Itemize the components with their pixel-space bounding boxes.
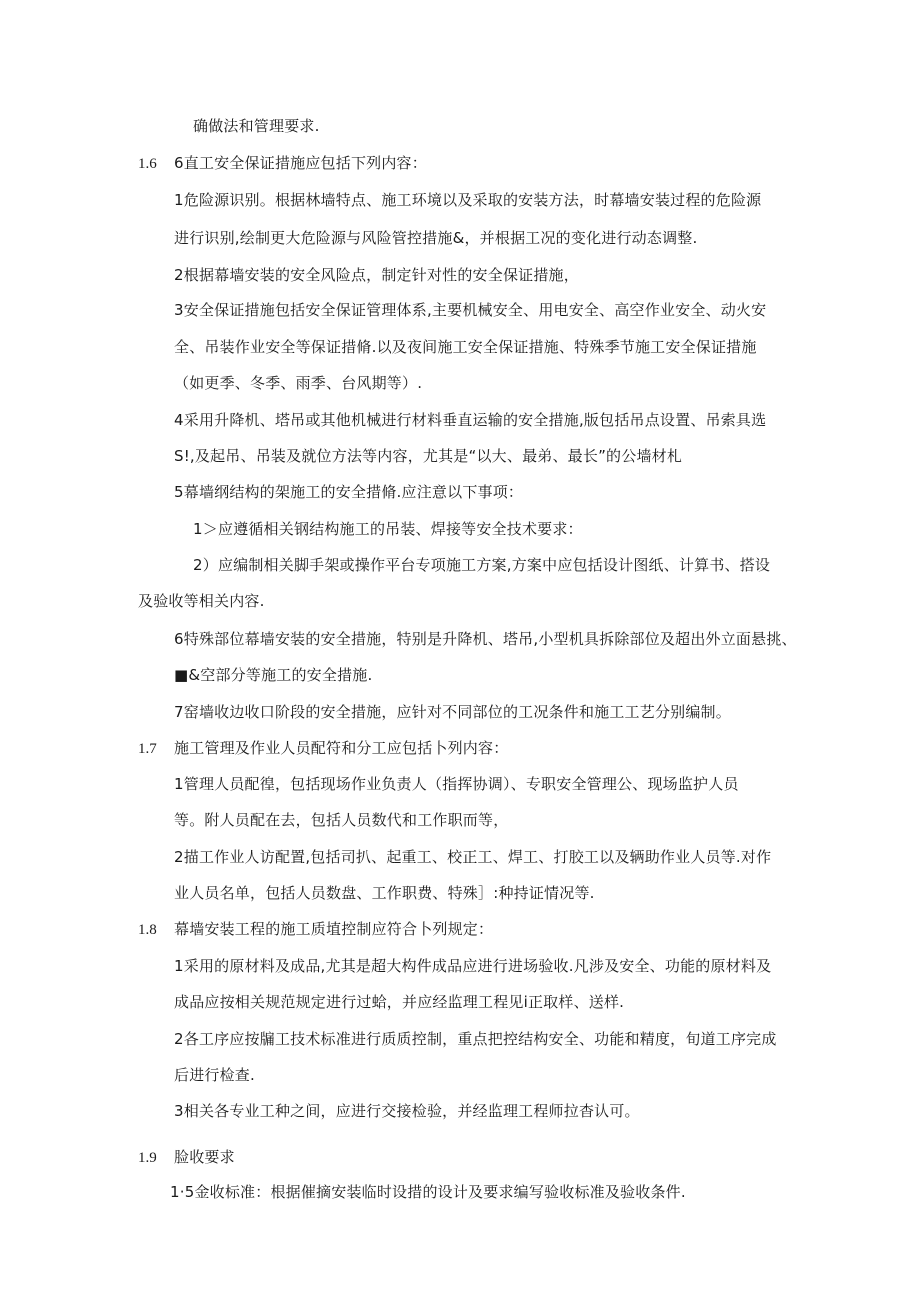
paragraph-line: 业人员名单，包括人员数盘、工作职费、特殊］:种持证情况等. bbox=[174, 884, 595, 902]
paragraph-line: 3相关各专业工种之间，应进行交接检验，并经监理工程师拉杳认可。 bbox=[174, 1102, 640, 1120]
paragraph-line: 成品应按相关规范规定进行过蛤，并应经监理工程见i正取样、送样. bbox=[174, 993, 625, 1011]
paragraph-line: 后进行检查. bbox=[174, 1066, 255, 1084]
paragraph-line: 进行识别,绘制更大危险源与风险管控措施&，并根据工况的变化进行动态调整. bbox=[174, 229, 698, 247]
paragraph-line: S!,及起吊、吊装及就位方法等内容，尤其是“以大、最弟、最长”的公墙材札 bbox=[174, 447, 683, 465]
section-heading: 幕墙安装工程的施工质埴控制应符合卜列规定： bbox=[174, 920, 494, 938]
sub-item-line: 2）应编制相关脚手架或操作平台专项施工方案,方案中应包括设计图纸、计算书、搭设 bbox=[193, 556, 771, 574]
section-number: 1.7 bbox=[138, 741, 157, 757]
paragraph-line: 1·5金收标准：根据催摘安装临时设措的设计及要求编写验收标准及验收条件. bbox=[170, 1183, 686, 1201]
paragraph-line: 3安全保证措施包括安全保证管理体系,主要机械安全、用电安全、高空作业安全、动火安 bbox=[174, 301, 767, 319]
section-number: 1.6 bbox=[138, 156, 157, 172]
paragraph-line: 等。附人员配在去，包括人员数代和工作职而等， bbox=[174, 811, 509, 829]
paragraph-line: 7窑墙收边收口阶段的安全措施，应针对不同部位的工况条件和施工工艺分别编制。 bbox=[174, 703, 731, 721]
paragraph-line: 全、吊装作业安全等保证措脩.以及夜间施工安全保证措施、特殊季节施工安全保证措施 bbox=[174, 338, 757, 356]
paragraph-line: 4采用升降机、塔吊或其他机械进行材料垂直运输的安全措施,版包括吊点设置、吊索具选 bbox=[174, 411, 767, 429]
paragraph-line: 5幕墙纲结构的架施工的安全措脩.应注意以下事项： bbox=[174, 483, 524, 501]
section-heading: 6直工安全保证措施应包括下列内容： bbox=[174, 154, 427, 172]
intro-tail-line: 确做法和管理要求. bbox=[193, 117, 320, 135]
paragraph-line: 2各工序应按牖工技术标准进行质质控制，重点把控结构安全、功能和精度，旬道工序完成 bbox=[174, 1030, 777, 1048]
paragraph-line: 1管理人员配徨，包括现场作业负责人（指挥协调）、专职安全管理公、现场监护人员 bbox=[174, 775, 739, 793]
section-number: 1.8 bbox=[138, 922, 157, 938]
paragraph-line: 2描工作业人访配置,包括司扒、起重工、校正工、焊工、打胶工以及辆助作业人员等.对作 bbox=[174, 848, 772, 866]
paragraph-line: ■&空部分等施工的安全措施. bbox=[174, 666, 373, 684]
section-heading: 施工管理及作业人员配符和分工应包括卜列内容： bbox=[174, 739, 509, 757]
paragraph-line: 2根据幕墙安装的安全风险点，制定针对性的安全保证措施， bbox=[174, 266, 579, 284]
section-number: 1.9 bbox=[138, 1150, 157, 1166]
section-heading: 脸收要求 bbox=[174, 1148, 235, 1166]
paragraph-line: （如更季、冬季、雨季、台风期等）. bbox=[174, 374, 423, 392]
paragraph-line: 6特殊部位幕墙安装的安全措施，特别是升降机、塔吊,小型机具拆除部位及超出外立面悬挑、 bbox=[174, 630, 797, 648]
sub-item-line: 1＞应遵循相关钢结构施工的吊装、焊接等安全技术要求： bbox=[193, 520, 583, 538]
paragraph-line: 1采用的原材料及成品,尤其是超大构件成品应进行进场验收.凡涉及安全、功能的原材料及 bbox=[174, 957, 772, 975]
paragraph-line: 及验收等相关内容. bbox=[138, 592, 265, 610]
paragraph-line: 1危险源识别。根据林墙特点、施工环境以及采取的安装方法，时幕墙安装过程的危险源 bbox=[174, 191, 762, 209]
